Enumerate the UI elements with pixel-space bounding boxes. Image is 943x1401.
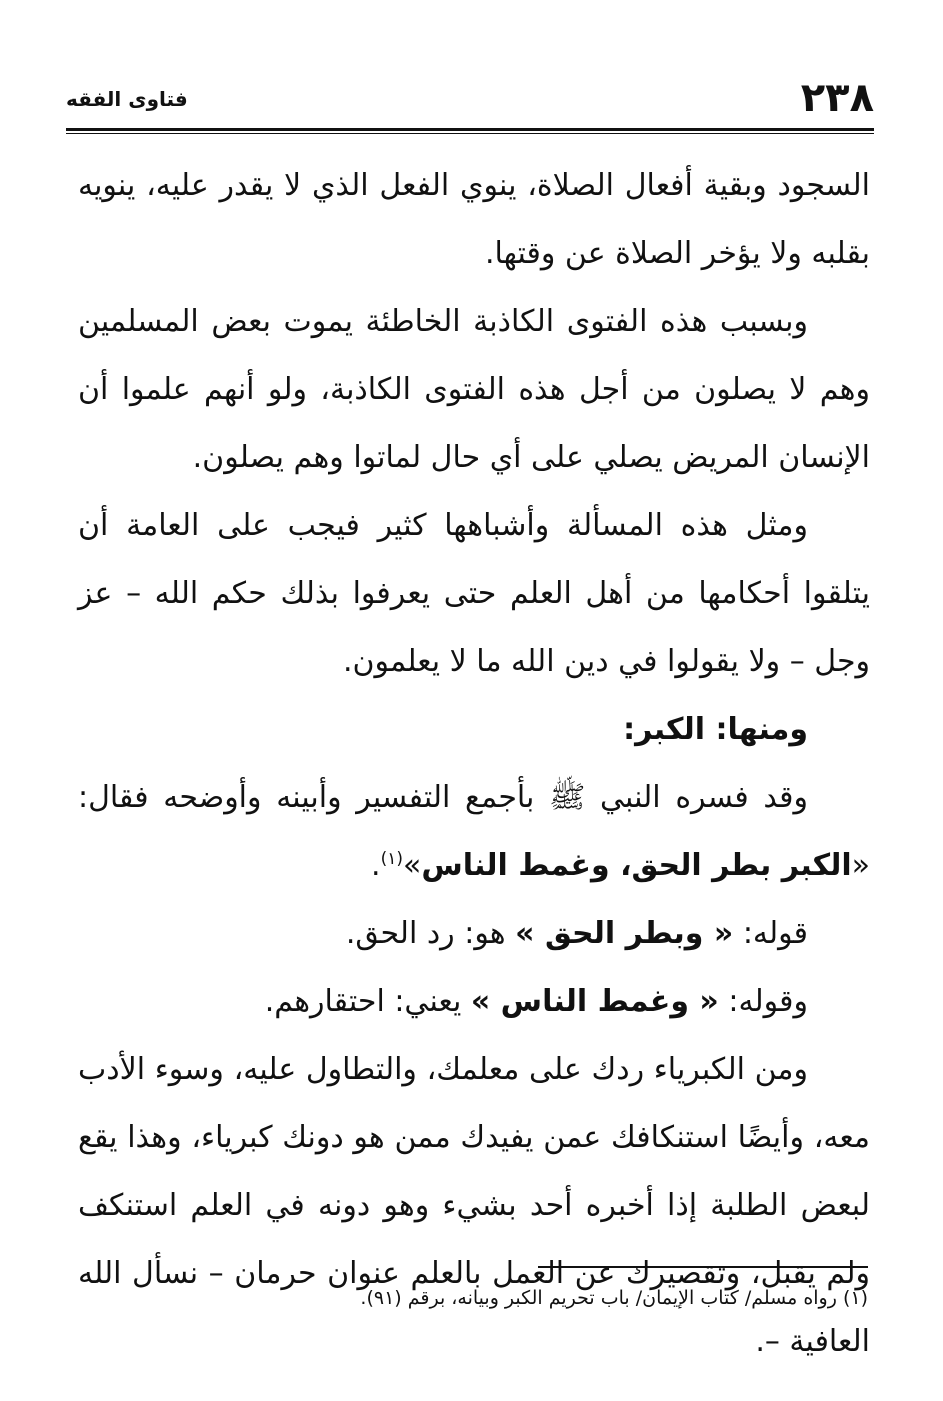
section-heading-kibr: ومنها: الكبر: — [623, 712, 808, 747]
main-text — [78, 152, 870, 1376]
hadith-end-period: . — [371, 848, 381, 883]
paragraph-hadith-definition — [78, 764, 870, 900]
hadith-lead-text: وقد فسره النبي ﷺ بأجمع التفسير وأبينه وأوضحه فقال: « — [78, 780, 870, 883]
paragraph-explain-batar — [78, 900, 870, 968]
page-header — [66, 74, 874, 126]
explain-lead: قوله: — [733, 916, 808, 951]
explain-lead: وقوله: — [718, 984, 808, 1019]
page-number: ٢٣٨ — [800, 75, 874, 121]
paragraph-explain-ghamt — [78, 968, 870, 1036]
book-title: فتاوى الفقه — [66, 87, 188, 111]
header-divider — [66, 128, 874, 134]
paragraph-continuation: السجود وبقية أفعال الصلاة، ينوي الفعل الذي لا يقدر عليه، ينويه بقلبه ولا يؤخر الصلاة عن وقتها. — [78, 168, 870, 271]
explain-rest: هو: رد الحق. — [345, 916, 516, 951]
explain-rest: يعني: احتقارهم. — [264, 984, 471, 1019]
footnote-reference[interactable]: (١) — [380, 849, 403, 869]
footnote-divider — [538, 1266, 868, 1268]
paragraph-fatwa-consequence: وبسبب هذه الفتوى الكاذبة الخاطئة يموت بعض المسلمين وهم لا يصلون من أجل هذه الفتوى الكاذبة، ولو أنهم علموا أن الإنسان المريض يصلي على أي حال لماتوا وهم يصلون. — [78, 304, 870, 475]
term-batar-al-haqq: « وبطر الحق » — [515, 916, 734, 951]
hadith-quote: الكبر بطر الحق، وغمط الناس — [421, 848, 852, 883]
paragraph-kibriya-examples: ومن الكبرياء ردك على معلمك، والتطاول عليه، وسوء الأدب معه، وأيضًا استنكافك عمن يفيدك ممن هو دونك كبرياء، وهذا يقع لبعض الطلبة إذا أخبره أحد بشيء وهو دونه في العلم استنكف ولم يقبل، وتقصيرك عن العمل بالعلم عنوان حرمان – نسأل الله العافية –. — [78, 1052, 870, 1359]
term-ghamt-an-nas: « وغمط الناس » — [470, 984, 719, 1019]
paragraph-ask-scholars: ومثل هذه المسألة وأشباهها كثير فيجب على العامة أن يتلقوا أحكامها من أهل العلم حتى يعرفوا بذلك حكم الله – عز وجل – ولا يقولوا في دين الله ما لا يعلمون. — [78, 508, 870, 679]
hadith-close-quote: » — [403, 848, 422, 883]
footnote: (١) رواه مسلم/ كتاب الإيمان/ باب تحريم الكبر وبيانه، برقم (٩١). — [360, 1287, 868, 1309]
